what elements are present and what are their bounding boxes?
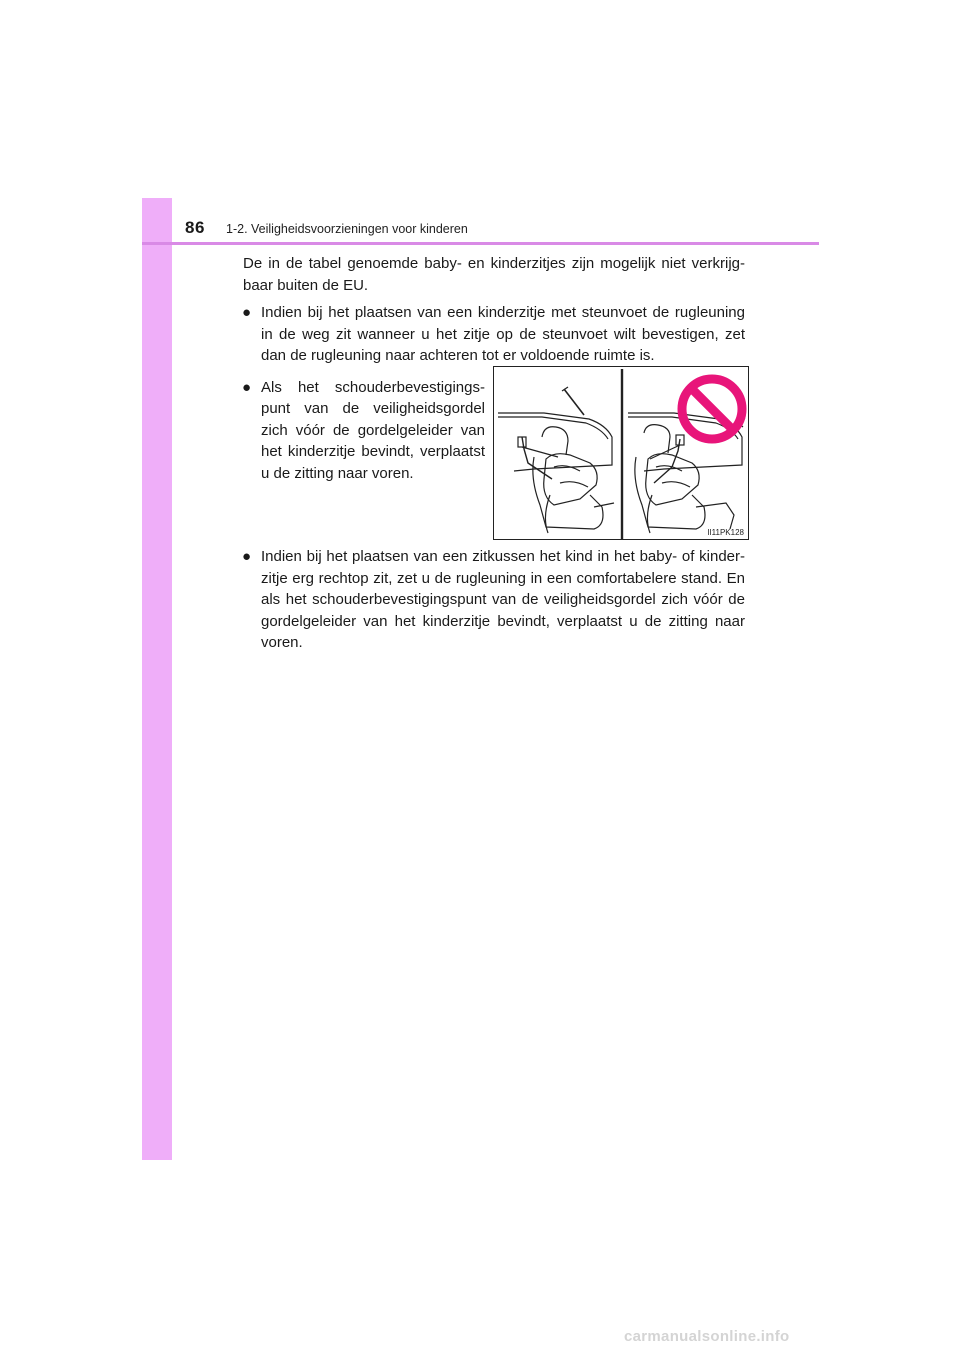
page-number: 86 [185, 218, 205, 237]
bullet-item [243, 302, 745, 367]
car-seat-drawing [494, 367, 748, 539]
chapter-tab-bar [142, 198, 172, 1160]
bullet-item [243, 377, 485, 485]
bullet-text: Indien bij het plaatsen van een kinderzitje met steunvoet de rugleuning in de weg zit wanneer u het zitje op de steunvoet wilt bevestigen, zet dan de rugleuning naar achteren tot er voldoende ruimte is. [261, 304, 745, 364]
watermark: carmanualsonline.info [624, 1328, 790, 1345]
prohibition-icon [682, 379, 742, 439]
bullet-text: Als het schouderbevestigingspunt van de veiligheidsgordel zich vóór de gordelgeleider van het kinderzitje bevindt, verplaatst u de zitting naar voren. [261, 378, 485, 482]
bullet-icon: ● [242, 304, 252, 321]
seat-illustration [493, 366, 749, 540]
bullet-icon: ● [242, 378, 252, 396]
section-title: 1-2. Veiligheidsvoorzieningen voor kinderen [226, 222, 468, 236]
bullet-text: Indien bij het plaatsen van een zitkussen het kind in het baby- of kinderzitje erg rechtop zit, zet u de rugleuning in een comfortabelere stand. En als het schouderbevestigingspunt van de veiligheidsgordel zich vóór de gordelgeleider van het kinderzitje bevindt, verplaatst u de zitting naar voren. [261, 548, 745, 651]
header-divider [142, 242, 819, 245]
intro-paragraph: De in de tabel genoemde baby- en kinderzitjes zijn mogelijk niet verkrijgbaar buiten de EU. [243, 255, 745, 294]
bullet-icon: ● [242, 548, 252, 565]
figure-code: II11PK128 [707, 528, 744, 537]
bullet-item [243, 546, 745, 654]
